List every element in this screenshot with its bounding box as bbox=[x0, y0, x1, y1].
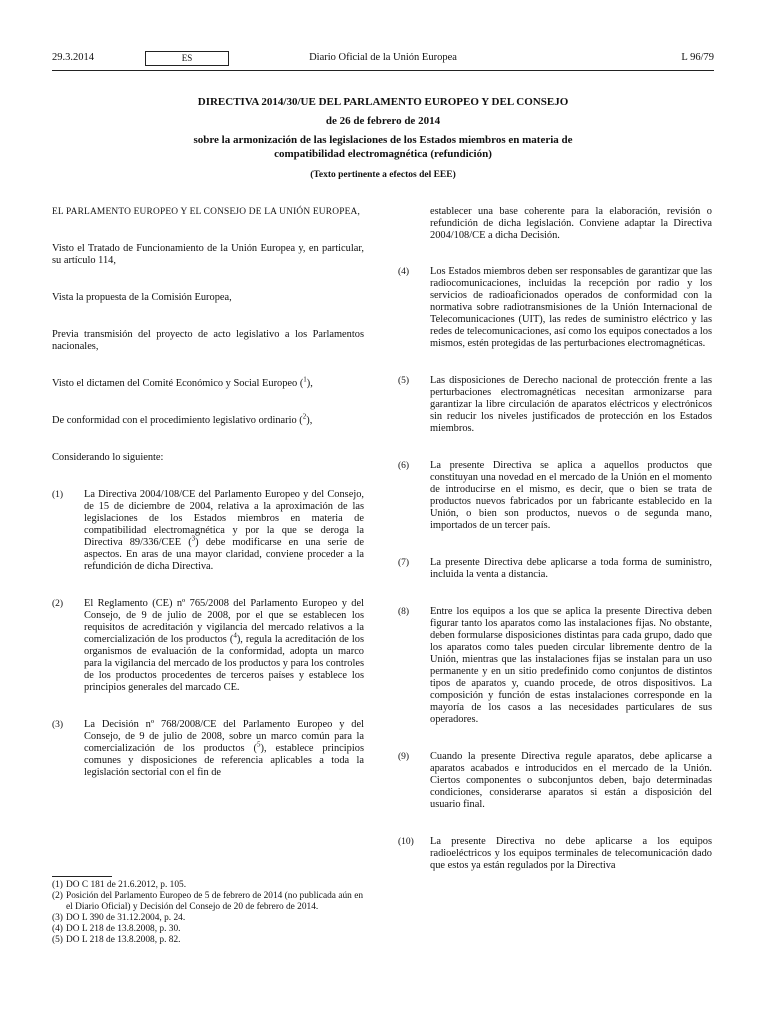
recital-number: (2) bbox=[52, 599, 64, 609]
citation-opinion: Visto el dictamen del Comité Económico y Social Europeo ($^1$), bbox=[52, 375, 313, 389]
document-title bbox=[52, 95, 714, 182]
recital-number: (10) bbox=[398, 837, 414, 847]
footnote-ref: 1 bbox=[303, 375, 307, 384]
recital-number: (5) bbox=[398, 376, 410, 386]
footnote-ref: 3 bbox=[191, 534, 196, 543]
page-reference: L 96/79 bbox=[681, 52, 714, 63]
footnote-mark: (2) bbox=[52, 891, 63, 901]
footnote-5 bbox=[52, 935, 364, 946]
footnotes bbox=[52, 880, 364, 946]
recital-text: Las disposiciones de Derecho nacional de protección frente a las perturbaciones electromagnéticas necesitan armonizarse para garantizar la libre circulación de aparatos eléctricos y electrónicos sin reducir los niveles justificados de protección en los Estados miembros. bbox=[430, 375, 712, 434]
footnote-2 bbox=[52, 891, 364, 913]
language-badge: ES bbox=[145, 51, 229, 66]
footnote-text: DO L 390 de 31.12.2004, p. 24. bbox=[66, 913, 186, 923]
footnote-divider bbox=[52, 876, 112, 877]
footnote-mark: (4) bbox=[52, 924, 63, 934]
footnote-ref: 2 bbox=[302, 412, 307, 421]
page-header bbox=[52, 52, 714, 68]
recital-text: La Directiva 2004/108/CE del Parlamento Europeo y del Consejo, de 15 de diciembre de 2004, relativa a la aproximación de las legislaciones de los Estados miembros en materia de compatibilidad electromagnética y por la que se deroga la Directiva 89/336/CEE ($^3$) debe modificarse en una serie de aspectos. En aras de una mayor claridad, conviene proceder a la refundición de dicha Directiva. bbox=[84, 489, 364, 572]
recital-10 bbox=[398, 836, 712, 872]
citation-procedure: De conformidad con el procedimiento legislativo ordinario ($^2$), bbox=[52, 412, 313, 426]
recital-text: El Reglamento (CE) nº 765/2008 del Parlamento Europeo y del Consejo, de 9 de julio de 2008, por el que se establecen los requisitos de acreditación y vigilancia del mercado relativos a la comercialización de los productos ($^4$), regula la acreditación de los organismos de evaluación de la conformidad, adopta un marco para la vigilancia del mercado de los productos y para los controles de los productos procedentes de terceros países y establece los principios generales del marcado CE. bbox=[84, 598, 364, 693]
recital-number: (4) bbox=[398, 267, 410, 277]
citation-treaty: Visto el Tratado de Funcionamiento de la Unión Europea y, en particular, su artículo 114, bbox=[52, 243, 364, 266]
footnote-ref: 4 bbox=[233, 631, 237, 640]
recital-2 bbox=[52, 598, 364, 694]
footnote-4 bbox=[52, 924, 364, 935]
citation-proposal: Vista la propuesta de la Comisión Europea, bbox=[52, 292, 232, 303]
left-column bbox=[52, 206, 364, 804]
whereas-heading: Considerando lo siguiente: bbox=[52, 452, 164, 463]
recital-number: (8) bbox=[398, 607, 410, 617]
journal-name: Diario Oficial de la Unión Europea bbox=[309, 52, 457, 63]
recital-3 bbox=[52, 719, 364, 779]
recital-5 bbox=[398, 375, 712, 435]
recital-number: (3) bbox=[52, 720, 64, 730]
recital-text: Los Estados miembros deben ser responsables de garantizar que las radiocomunicaciones, incluidas la recepción por radio y los servicios de radioaficionados operados de conformidad con la normativa sobre radiotransmisiones de la Unión Internacional de Telecomunicaciones (UIT), las redes de suministro eléctrico y las redes de telecomunicaciones, así como los equipos conectados a los mismos, estén protegidas de las perturbaciones electromagnéticas. bbox=[430, 266, 712, 349]
footnote-3 bbox=[52, 913, 364, 924]
recital-number: (9) bbox=[398, 752, 410, 762]
recital-number: (7) bbox=[398, 558, 410, 568]
eea-relevance: (Texto pertinente a efectos del EEE) bbox=[310, 170, 456, 180]
recital-1 bbox=[52, 489, 364, 573]
footnote-mark: (5) bbox=[52, 935, 63, 945]
recital-text: La presente Directiva debe aplicarse a toda forma de suministro, incluida la venta a distancia. bbox=[430, 557, 712, 580]
footnote-mark: (3) bbox=[52, 913, 63, 923]
footnote-1 bbox=[52, 880, 364, 891]
footnote-text: Posición del Parlamento Europeo de 5 de febrero de 2014 (no publicada aún en el Diario Oficial) y Decisión del Consejo de 20 de febrero de 2014. bbox=[66, 891, 364, 912]
recital-3-continuation: establecer una base coherente para la elaboración, revisión o refundición de dicha legislación. Conviene adaptar la Directiva 2004/108/CE a dicha Decisión. bbox=[430, 206, 712, 241]
intro-paragraph: EL PARLAMENTO EUROPEO Y EL CONSEJO DE LA UNIÓN EUROPEA, bbox=[52, 207, 361, 217]
footnote-text: DO L 218 de 13.8.2008, p. 82. bbox=[66, 935, 181, 945]
directive-title: DIRECTIVA 2014/30/UE DEL PARLAMENTO EUROPEO Y DEL CONSEJO bbox=[197, 96, 569, 108]
recital-6 bbox=[398, 460, 712, 532]
recital-7 bbox=[398, 557, 712, 581]
citation-transmission: Previa transmisión del proyecto de acto legislativo a los Parlamentos nacionales, bbox=[52, 329, 364, 352]
directive-subject: sobre la armonización de las legislaciones de los Estados miembros en materia de compatibilidad electromagnética (refundición) bbox=[193, 134, 573, 160]
recital-text: Cuando la presente Directiva regule aparatos, debe aplicarse a aparatos acabados e introducidos en el mercado de la Unión. Ciertos componentes o subconjuntos deben, bajo determinadas condiciones, considerarse aparatos si están a disposición del usuario final. bbox=[430, 751, 712, 810]
recital-9 bbox=[398, 751, 712, 811]
footnote-text: DO C 181 de 21.6.2012, p. 105. bbox=[66, 880, 187, 890]
footnote-mark: (1) bbox=[52, 880, 63, 890]
recital-text: La presente Directiva no debe aplicarse a los equipos radioeléctricos y los equipos terminales de telecomunicación dado que estos ya están regulados por la Directiva bbox=[430, 836, 712, 871]
recital-number: (6) bbox=[398, 461, 410, 471]
recital-8 bbox=[398, 606, 712, 726]
recital-text: La Decisión nº 768/2008/CE del Parlamento Europeo y del Consejo, de 9 de julio de 2008, sobre un marco común para la comercialización de los productos ($^5$), establece principios comunes y disposiciones de referencia aplicables a toda la legislación sectorial con el fin de bbox=[84, 719, 364, 778]
right-column bbox=[398, 206, 712, 897]
recital-text: La presente Directiva se aplica a aquellos productos que constituyan una novedad en el mercado de la Unión en el momento de introducirse en el mismo, es decir, que o bien se trata de productos nuevos fabricados por un fabricante establecido en la Unión, o bien son productos, nuevos o de segunda mano, importados de un tercer país. bbox=[430, 460, 712, 531]
directive-date: de 26 de febrero de 2014 bbox=[325, 115, 441, 127]
publication-date: 29.3.2014 bbox=[52, 52, 94, 63]
footnote-text: DO L 218 de 13.8.2008, p. 30. bbox=[66, 924, 181, 934]
recital-text: Entre los equipos a los que se aplica la presente Directiva deben figurar tanto los aparatos como las instalaciones fijas. No obstante, deben formularse disposiciones distintas para cada grupo, dado que los aparatos como tales pueden circular libremente dentro de la Unión, mientras que las instalaciones fijas se instalan para un uso permanente y en un sitio predefinido como conjuntos de distintos tipos de aparatos y, cuando procede, de otros dispositivos. La composición y función de estas instalaciones corresponde en la mayoría de los casos a las necesidades particulares de sus operadores. bbox=[430, 606, 712, 725]
recital-4 bbox=[398, 266, 712, 350]
header-divider bbox=[52, 70, 714, 71]
footnote-ref: 5 bbox=[256, 740, 261, 749]
recital-number: (1) bbox=[52, 490, 64, 500]
